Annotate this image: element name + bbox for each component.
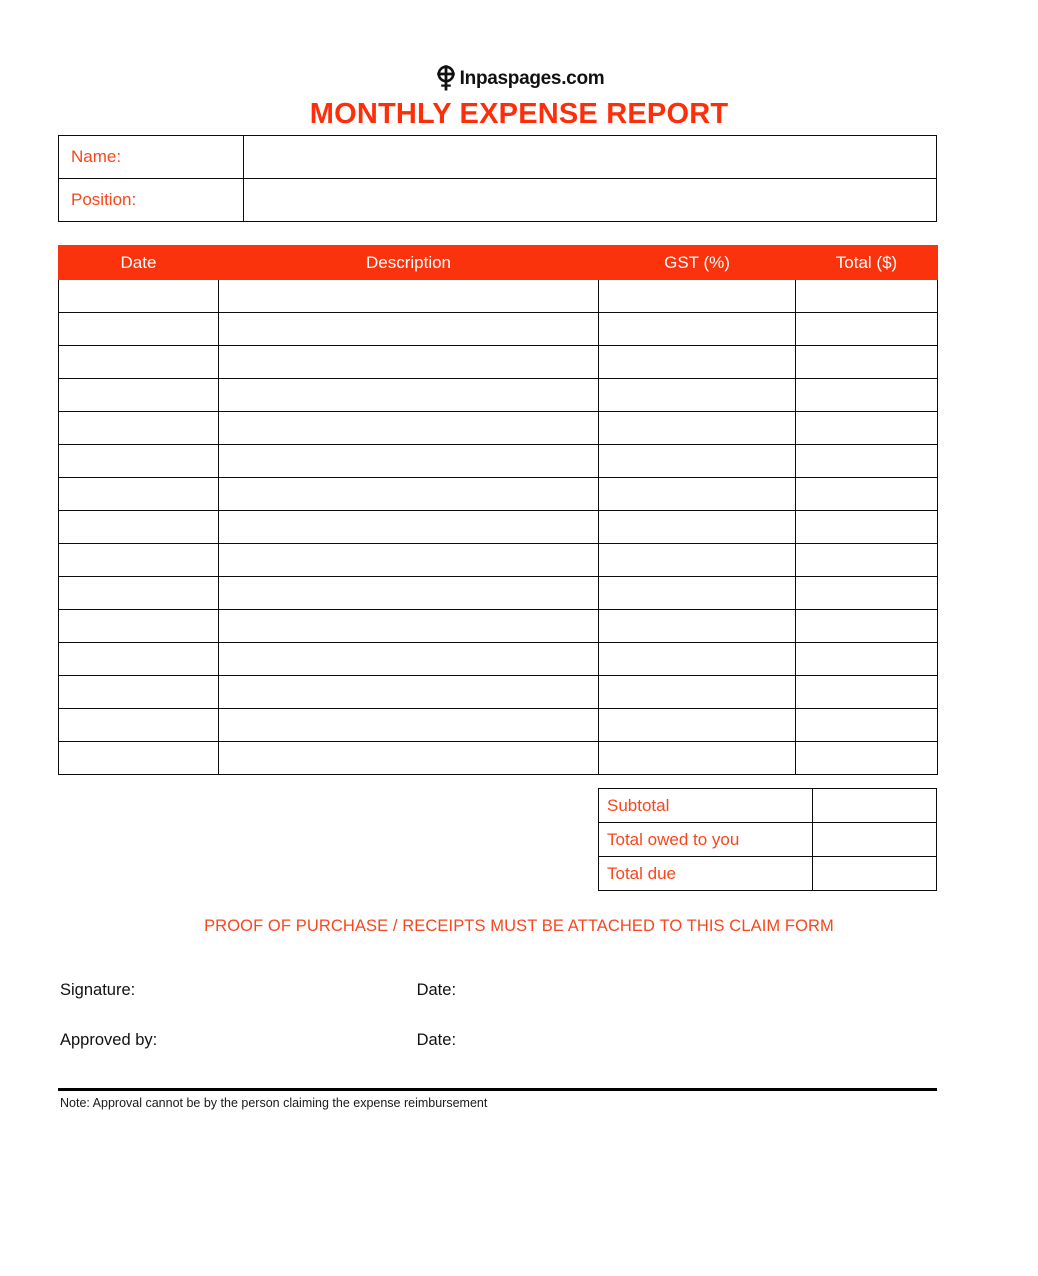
expense-cell-gst[interactable]: [599, 676, 796, 709]
table-row: [59, 313, 938, 346]
expense-cell-date[interactable]: [59, 610, 219, 643]
expense-cell-description[interactable]: [219, 610, 599, 643]
expense-cell-date[interactable]: [59, 676, 219, 709]
table-row: [59, 179, 937, 222]
expense-cell-total[interactable]: [796, 478, 938, 511]
total-owed-label: Total owed to you: [599, 823, 813, 857]
expense-cell-description[interactable]: [219, 577, 599, 610]
expense-cell-date[interactable]: [59, 577, 219, 610]
footer-divider: [58, 1088, 937, 1091]
table-row: [59, 643, 938, 676]
expense-cell-gst[interactable]: [599, 742, 796, 775]
brand-name: Inpaspages.com: [459, 67, 605, 89]
total-owed-value[interactable]: [813, 823, 937, 857]
page-title: MONTHLY EXPENSE REPORT: [309, 98, 729, 130]
expense-cell-date[interactable]: [59, 643, 219, 676]
expense-cell-gst[interactable]: [599, 643, 796, 676]
expense-table-header-row: [59, 246, 938, 280]
signature-date-label: Date:: [416, 981, 457, 999]
expense-cell-description[interactable]: [219, 544, 599, 577]
expense-cell-total[interactable]: [796, 610, 938, 643]
expense-cell-date[interactable]: [59, 313, 219, 346]
position-label: Position:: [59, 179, 244, 222]
expense-cell-date[interactable]: [59, 445, 219, 478]
expense-cell-gst[interactable]: [599, 577, 796, 610]
expense-table: [58, 245, 938, 775]
table-row: [59, 445, 938, 478]
expense-cell-gst[interactable]: [599, 412, 796, 445]
expense-cell-date[interactable]: [59, 280, 219, 313]
expense-cell-date[interactable]: [59, 511, 219, 544]
total-due-label: Total due: [599, 857, 813, 891]
expense-cell-description[interactable]: [219, 313, 599, 346]
expense-cell-description[interactable]: [219, 478, 599, 511]
expense-cell-total[interactable]: [796, 643, 938, 676]
expense-cell-total[interactable]: [796, 313, 938, 346]
expense-cell-total[interactable]: [796, 742, 938, 775]
expense-cell-description[interactable]: [219, 445, 599, 478]
table-row: [59, 478, 938, 511]
expense-cell-gst[interactable]: [599, 544, 796, 577]
table-row: [59, 610, 938, 643]
table-row: [59, 544, 938, 577]
name-label: Name:: [59, 136, 244, 179]
expense-cell-date[interactable]: [59, 346, 219, 379]
total-due-value[interactable]: [813, 857, 937, 891]
subtotal-value[interactable]: [813, 789, 937, 823]
expense-cell-gst[interactable]: [599, 379, 796, 412]
expense-table-body: [59, 280, 938, 775]
expense-cell-gst[interactable]: [599, 280, 796, 313]
expense-cell-gst[interactable]: [599, 610, 796, 643]
expense-cell-gst[interactable]: [599, 709, 796, 742]
expense-cell-total[interactable]: [796, 445, 938, 478]
expense-cell-description[interactable]: [219, 280, 599, 313]
expense-cell-total[interactable]: [796, 511, 938, 544]
expense-cell-date[interactable]: [59, 709, 219, 742]
table-row: [59, 511, 938, 544]
signature-label: Signature:: [60, 981, 136, 999]
expense-cell-total[interactable]: [796, 544, 938, 577]
expense-cell-gst[interactable]: [599, 511, 796, 544]
table-row: [59, 136, 937, 179]
column-header-gst: GST (%): [599, 246, 796, 280]
expense-cell-description[interactable]: [219, 379, 599, 412]
approved-by-date-label: Date:: [416, 1031, 457, 1049]
table-row: [59, 412, 938, 445]
table-row: [59, 577, 938, 610]
expense-cell-date[interactable]: [59, 478, 219, 511]
expense-cell-gst[interactable]: [599, 346, 796, 379]
identity-table: [58, 135, 937, 222]
expense-cell-date[interactable]: [59, 379, 219, 412]
table-row: [59, 379, 938, 412]
expense-cell-gst[interactable]: [599, 478, 796, 511]
subtotal-label: Subtotal: [599, 789, 813, 823]
table-row: [599, 823, 937, 857]
footer-note: Note: Approval cannot be by the person claiming the expense reimbursement: [60, 1096, 488, 1110]
position-input[interactable]: [244, 179, 937, 222]
table-row: [599, 857, 937, 891]
name-input[interactable]: [244, 136, 937, 179]
expense-cell-total[interactable]: [796, 412, 938, 445]
column-header-description: Description: [219, 246, 599, 280]
table-row: [599, 789, 937, 823]
approved-by-row: [60, 1031, 940, 1050]
celtic-cross-icon: [434, 64, 458, 92]
expense-cell-date[interactable]: [59, 742, 219, 775]
totals-table: [598, 788, 937, 891]
expense-cell-total[interactable]: [796, 280, 938, 313]
expense-cell-gst[interactable]: [599, 445, 796, 478]
expense-cell-description[interactable]: [219, 346, 599, 379]
expense-cell-total[interactable]: [796, 577, 938, 610]
expense-cell-total[interactable]: [796, 709, 938, 742]
column-header-date: Date: [59, 246, 219, 280]
expense-cell-description[interactable]: [219, 742, 599, 775]
table-row: [59, 346, 938, 379]
column-header-total: Total ($): [796, 246, 938, 280]
brand-header: [0, 64, 1038, 92]
expense-cell-total[interactable]: [796, 346, 938, 379]
expense-cell-date[interactable]: [59, 412, 219, 445]
expense-cell-description[interactable]: [219, 511, 599, 544]
table-row: [59, 742, 938, 775]
expense-cell-description[interactable]: [219, 676, 599, 709]
expense-cell-total[interactable]: [796, 379, 938, 412]
expense-cell-description[interactable]: [219, 709, 599, 742]
proof-of-purchase-notice: PROOF OF PURCHASE / RECEIPTS MUST BE ATTACHED TO THIS CLAIM FORM: [204, 917, 834, 935]
table-row: [59, 280, 938, 313]
expense-cell-date[interactable]: [59, 544, 219, 577]
expense-cell-description[interactable]: [219, 643, 599, 676]
expense-cell-gst[interactable]: [599, 313, 796, 346]
expense-cell-total[interactable]: [796, 676, 938, 709]
table-row: [59, 709, 938, 742]
table-row: [59, 676, 938, 709]
signature-row: [60, 981, 940, 1000]
expense-cell-description[interactable]: [219, 412, 599, 445]
approved-by-label: Approved by:: [60, 1031, 158, 1049]
